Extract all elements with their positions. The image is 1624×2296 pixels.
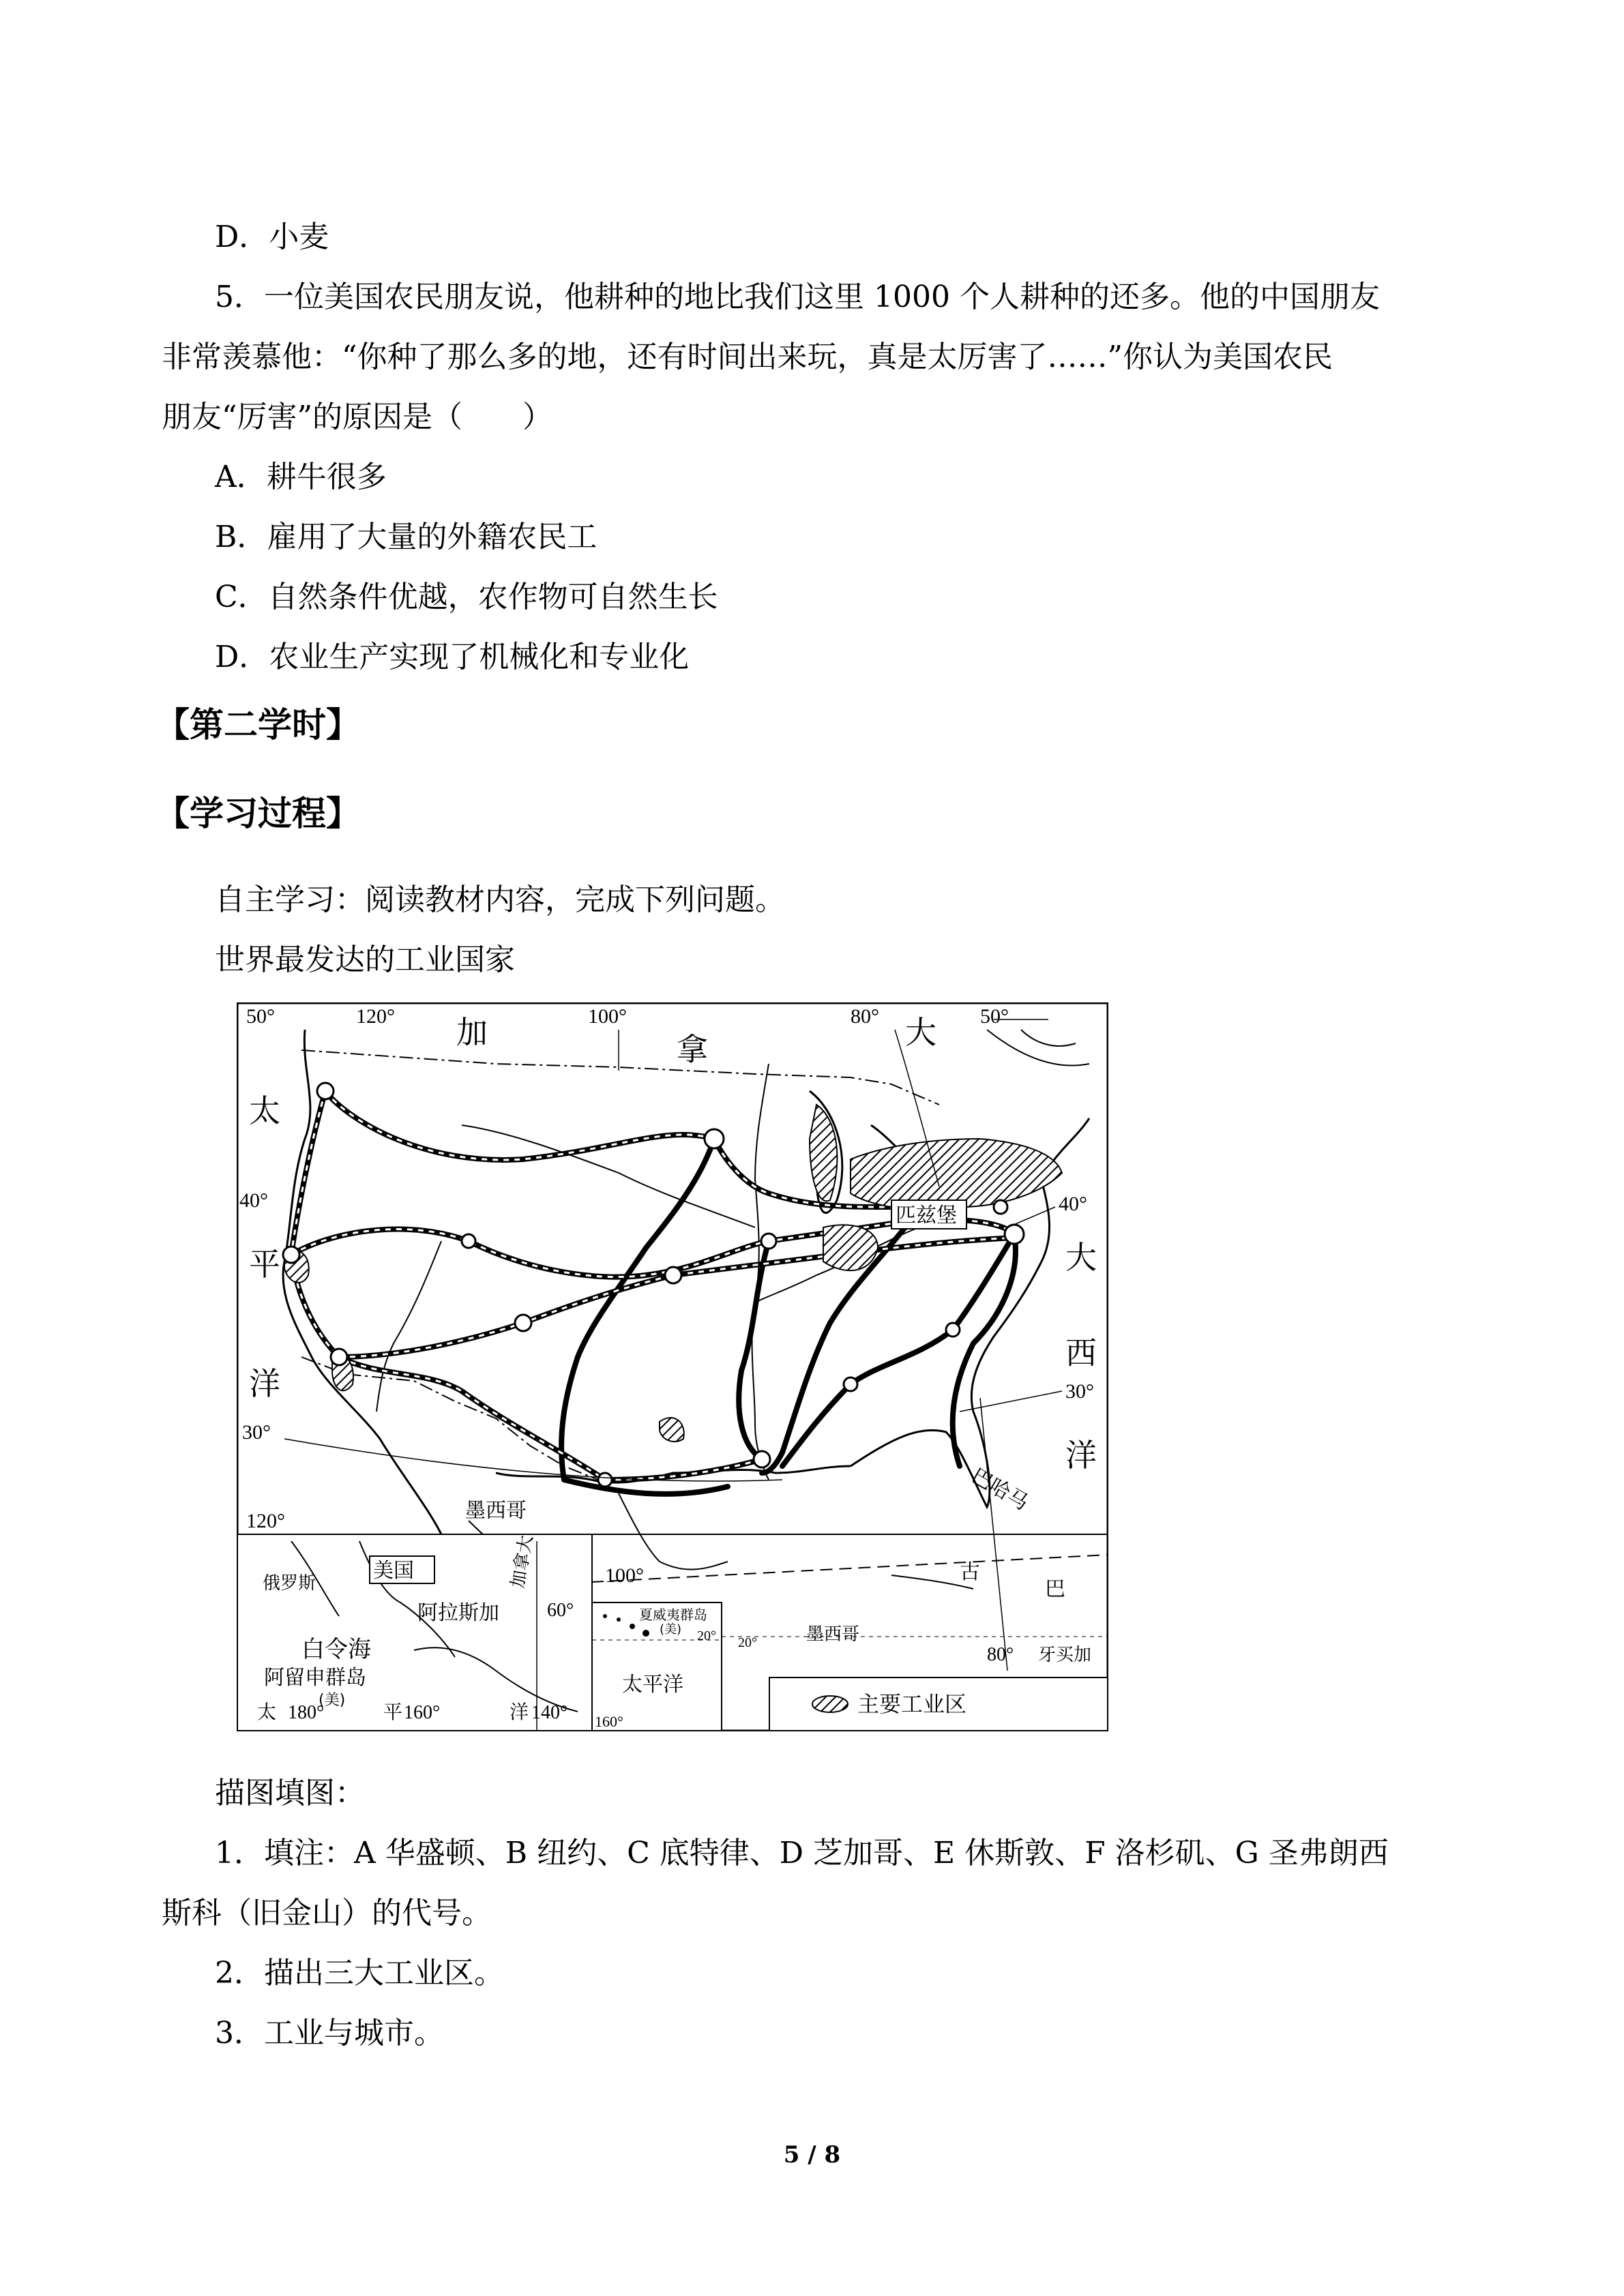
canada-inset-label: 加拿大	[507, 1534, 537, 1590]
lon-140: 140°	[531, 1702, 568, 1723]
map-section-title: 世界最发达的工业国家	[215, 942, 515, 977]
hawaii-label: 夏威夷群岛	[639, 1607, 707, 1623]
heading-second-lesson: 【第二学时】	[156, 704, 360, 745]
question-5-line-1: 5．一位美国农民朋友说，他耕种的地比我们这里 1000 个人耕种的还多。他的中国朋友	[215, 280, 1380, 314]
pacific-char-3: 洋	[249, 1365, 280, 1402]
hawaii-us-label: (美)	[660, 1622, 682, 1637]
inset-pacific-mid: 平	[383, 1701, 403, 1723]
pacific-inset-label: 太平洋	[622, 1673, 683, 1697]
atlantic-char-3: 洋	[1065, 1437, 1097, 1474]
jamaica-label: 牙买加	[1038, 1645, 1092, 1665]
inset-pacific-left: 太	[257, 1701, 277, 1723]
pacific-char-1: 太	[249, 1092, 280, 1129]
atlantic-char-1: 大	[1065, 1239, 1097, 1276]
lon-80-bottom: 80°	[987, 1644, 1014, 1665]
alaska-inset	[237, 1534, 592, 1731]
self-study-instruction: 自主学习：阅读教材内容，完成下列问题。	[215, 882, 785, 917]
option-c: C．自然条件优越，农作物可自然生长	[215, 580, 718, 614]
lon-180: 180°	[288, 1702, 325, 1723]
option-d-wheat: D．小麦	[215, 220, 329, 254]
lat-30-left: 30°	[242, 1421, 271, 1444]
canada-char-3: 大	[905, 1014, 936, 1051]
lon-160-b: 160°	[595, 1713, 623, 1730]
inset-pacific-right: 洋	[510, 1701, 529, 1723]
hawaii-inset	[592, 1602, 722, 1731]
usa-industry-map	[237, 1002, 1108, 1731]
task-3: 3．工业与城市。	[215, 2016, 444, 2051]
lon-120-bottom: 120°	[246, 1510, 285, 1532]
legend	[769, 1678, 1108, 1731]
lon-120-top: 120°	[356, 1005, 395, 1028]
cuba-label: 古	[960, 1560, 980, 1584]
lon-100-bottom: 100°	[605, 1564, 644, 1587]
bahamas-label: 巴哈马	[967, 1463, 1033, 1515]
legend-label: 主要工业区	[857, 1691, 967, 1717]
canada-char-2: 拿	[677, 1031, 708, 1068]
task-1-line-2: 斯科（旧金山）的代号。	[162, 1896, 492, 1930]
pittsburgh-label: 匹兹堡	[896, 1204, 957, 1227]
bering-sea-label: 白令海	[301, 1636, 371, 1663]
lon-80-top: 80°	[851, 1005, 879, 1028]
mexico-inset-label: 墨西哥	[806, 1624, 860, 1645]
lat-30-right: 30°	[1065, 1380, 1094, 1403]
alaska-label: 阿拉斯加	[417, 1601, 499, 1625]
pacific-char-2: 平	[249, 1246, 280, 1283]
canada-char-1: 加	[456, 1014, 488, 1051]
aleutian-label: 阿留申群岛	[264, 1666, 366, 1690]
lat-20: 20°	[697, 1628, 716, 1643]
option-d: D．农业生产实现了机械化和专业化	[215, 640, 690, 674]
mexico-label: 墨西哥	[465, 1499, 527, 1523]
lat-20b: 20°	[738, 1635, 757, 1650]
page-number: 5 / 8	[783, 2141, 841, 2168]
usa-label: 美国	[373, 1559, 414, 1583]
legend-swatch	[812, 1696, 848, 1712]
task-2: 2．描出三大工业区。	[215, 1956, 504, 1991]
map-svg	[237, 1002, 1108, 1731]
lat-50-left: 50°	[246, 1005, 275, 1028]
heading-learning-process: 【学习过程】	[156, 793, 360, 833]
lat-60: 60°	[547, 1600, 574, 1621]
russia-label: 俄罗斯	[263, 1573, 316, 1594]
lon-100-top: 100°	[588, 1005, 627, 1028]
atlantic-char-2: 西	[1065, 1335, 1097, 1371]
option-b: B．雇用了大量的外籍农民工	[215, 520, 597, 554]
lat-50-right: 50°	[980, 1005, 1009, 1028]
drawing-instruction: 描图填图：	[215, 1776, 365, 1810]
question-5-line-3: 朋友“厉害”的原因是（ ）	[162, 400, 552, 434]
task-1-line-1: 1．填注：A 华盛顿、B 纽约、C 底特律、D 芝加哥、E 休斯敦、F 洛杉矶、G 圣弗朗西	[215, 1836, 1389, 1870]
industrial-region-midwest	[823, 1225, 878, 1270]
lat-40-left: 40°	[239, 1189, 268, 1212]
lat-40-right: 40°	[1059, 1193, 1087, 1215]
cuba-label-2: 巴	[1045, 1577, 1065, 1601]
lon-160: 160°	[404, 1702, 441, 1723]
question-5-line-2: 非常羡慕他：“你种了那么多的地，还有时间出来玩，真是太厉害了……”你认为美国农民	[162, 340, 1333, 374]
option-a: A．耕牛很多	[215, 460, 387, 494]
aleutian-us-label: (美)	[319, 1692, 346, 1709]
